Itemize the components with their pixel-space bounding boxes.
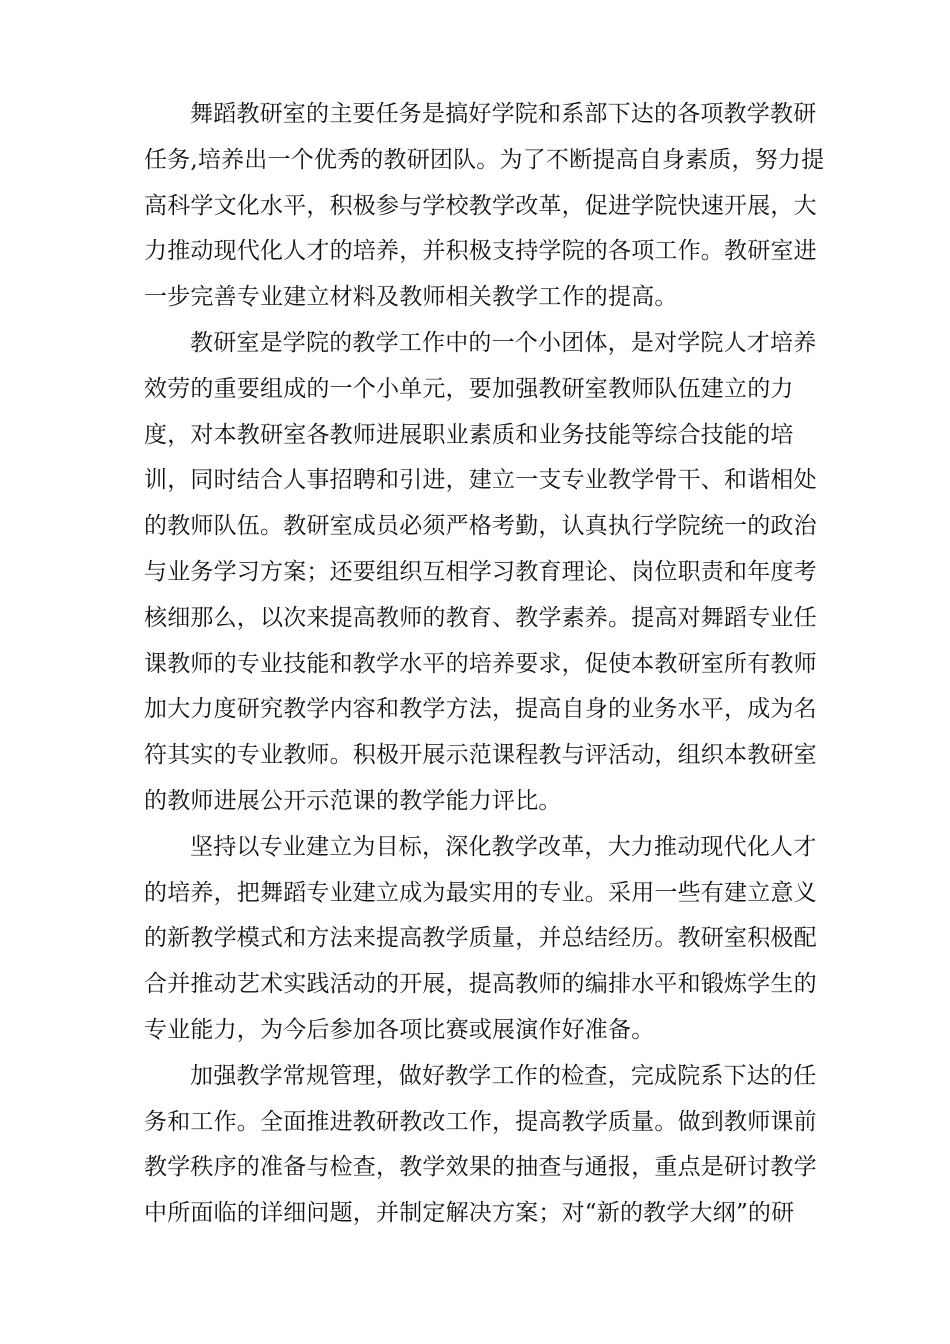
text-line: 专业能力，为今后参加各项比赛或展演作好准备。 — [144, 1016, 655, 1043]
text-line: 效劳的重要组成的一个小单元，要加强教研室教师队伍建立的力 — [144, 375, 794, 402]
text-line: 坚持以专业建立为目标，深化教学改革，大力推动现代化人才 — [190, 833, 817, 860]
text-line: 教研室是学院的教学工作中的一个小团体，是对学院人才培养 — [190, 329, 817, 356]
text-line: 务和工作。全面推进教研教改工作，提高教学质量。做到教师课前 — [144, 1108, 817, 1135]
text-line: 核细那么，以次来提高教师的教育、教学素养。提高对舞蹈专业任 — [144, 604, 817, 631]
text-line: 度，对本教研室各教师进展职业素质和业务技能等综合技能的培 — [144, 421, 794, 448]
text-line: 符其实的专业教师。积极开展示范课程教与评活动，组织本教研室 — [144, 742, 817, 769]
paragraph-1 — [144, 92, 825, 321]
paragraph-3 — [144, 825, 817, 1054]
text-line: 合并推动艺术实践活动的开展，提高教师的编排水平和锻炼学生的 — [144, 971, 817, 998]
text-line: 的教师进展公开示范课的教学能力评比。 — [144, 787, 562, 814]
text-line: 的教师队伍。教研室成员必须严格考勤，认真执行学院统一的政治 — [144, 513, 817, 540]
text-line: 的培养，把舞蹈专业建立成为最实用的专业。采用一些有建立意义 — [144, 879, 817, 906]
text-line: 课教师的专业技能和教学水平的培养要求，促使本教研室所有教师 — [144, 650, 817, 677]
text-line: 加大力度研究教学内容和教学方法，提高自身的业务水平，成为名 — [144, 696, 817, 723]
text-line: 教学秩序的准备与检查，教学效果的抽查与通报，重点是研讨教学 — [144, 1154, 817, 1181]
paragraph-4 — [144, 1054, 817, 1237]
paragraph-2 — [144, 321, 817, 825]
text-line: 加强教学常规管理，做好教学工作的检查，完成院系下达的任 — [190, 1062, 817, 1089]
text-line: 的新教学模式和方法来提高教学质量，并总结经历。教研室积极配 — [144, 925, 817, 952]
text-line: 力推动现代化人才的培养，并积极支持学院的各项工作。教研室进 — [144, 238, 817, 265]
text-line: 高科学文化水平，积极参与学校教学改革，促进学院快速开展，大 — [144, 192, 817, 219]
text-line: 任务,培养出一个优秀的教研团队。为了不断提高自身素质，努力提 — [144, 146, 825, 173]
text-line: 训，同时结合人事招聘和引进，建立一支专业教学骨干、和谐相处 — [144, 467, 817, 494]
document-body — [144, 92, 825, 1237]
text-line: 一步完善专业建立材料及教师相关教学工作的提高。 — [144, 284, 678, 311]
text-line: 中所面临的详细问题，并制定解决方案；对“新的教学大纲”的研 — [144, 1200, 795, 1227]
text-line: 与业务学习方案；还要组织互相学习教育理论、岗位职责和年度考 — [144, 558, 817, 585]
text-line: 舞蹈教研室的主要任务是搞好学院和系部下达的各项教学教研 — [190, 101, 817, 127]
